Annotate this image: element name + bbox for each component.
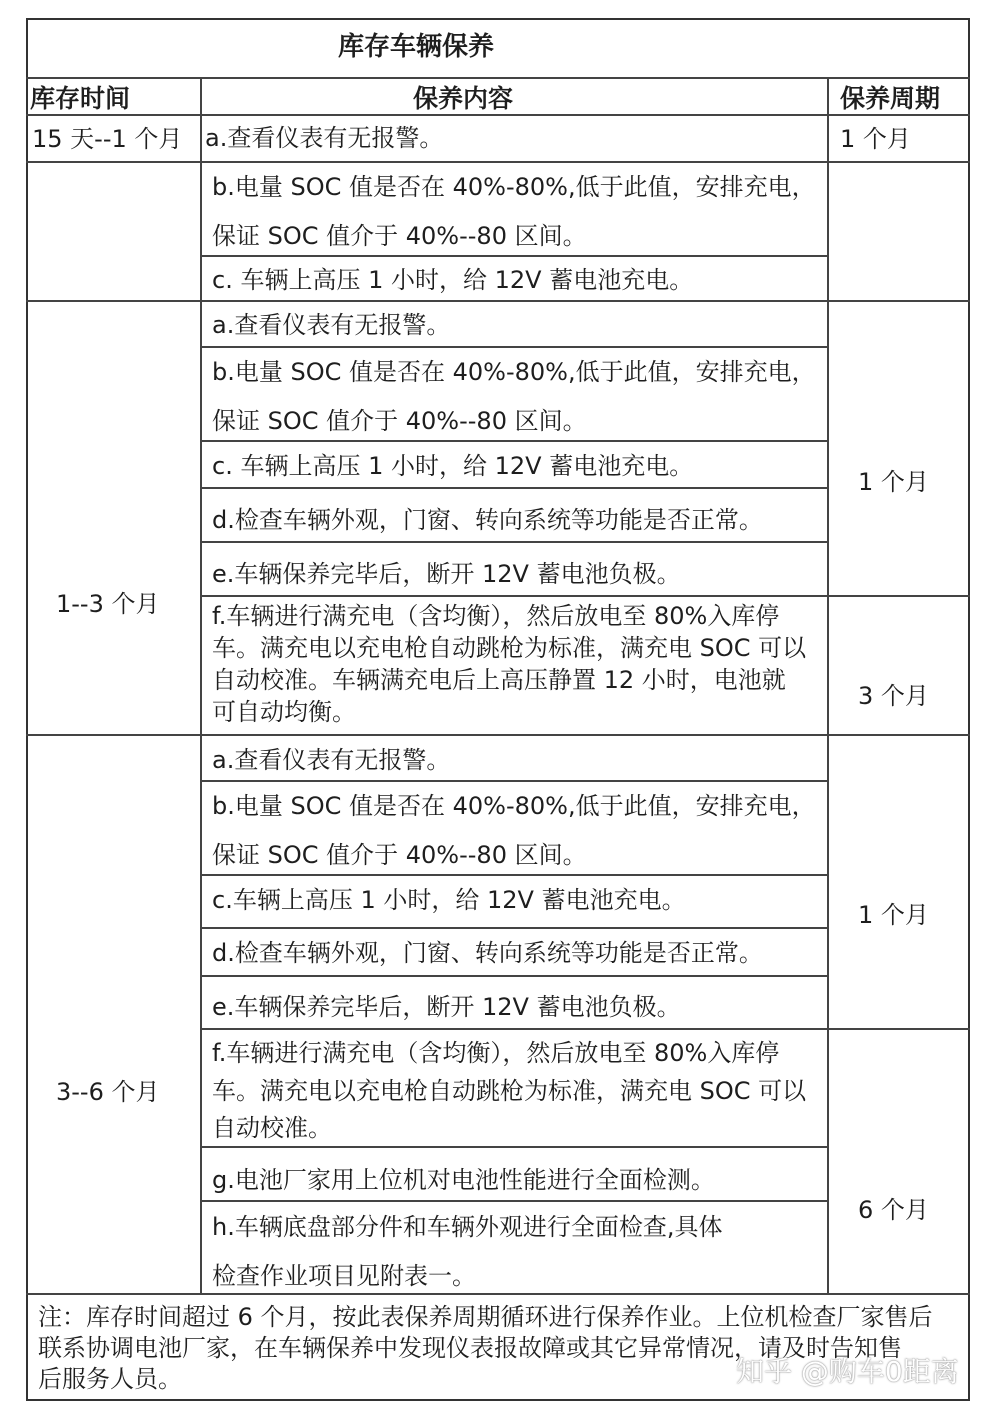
rule-col-2 bbox=[827, 77, 829, 1294]
content-line: h.车辆底盘部分件和车辆外观进行全面检查,具体 bbox=[212, 1213, 723, 1241]
cycle-cell: 1 个月 bbox=[840, 125, 911, 153]
content-line: a.查看仪表有无报警。 bbox=[205, 124, 444, 152]
content-line: 保证 SOC 值介于 40%--80 区间。 bbox=[212, 222, 587, 250]
rule-row bbox=[200, 780, 827, 782]
content-line: 自动校准。 bbox=[212, 1114, 332, 1142]
rule-row bbox=[200, 927, 827, 929]
content-line: 自动校准。车辆满充电后上高压静置 12 小时，电池就 bbox=[212, 666, 786, 694]
content-line: c.车辆上高压 1 小时，给 12V 蓄电池充电。 bbox=[212, 886, 686, 914]
header-time: 库存时间 bbox=[30, 84, 131, 113]
content-line: c. 车辆上高压 1 小时，给 12V 蓄电池充电。 bbox=[212, 266, 694, 294]
rule-row bbox=[26, 161, 200, 163]
content-line: c. 车辆上高压 1 小时，给 12V 蓄电池充电。 bbox=[212, 452, 694, 480]
content-line: d.检查车辆外观，门窗、转向系统等功能是否正常。 bbox=[212, 506, 763, 534]
rule-row bbox=[200, 975, 827, 977]
note-line: 联系协调电池厂家，在车辆保养中发现仪表报故障或其它异常情况，请及时告知售 bbox=[38, 1334, 902, 1362]
cycle-cell: 6 个月 bbox=[858, 1196, 929, 1224]
cycle-cell: 1 个月 bbox=[858, 901, 929, 929]
table-title: 库存车辆保养 bbox=[338, 32, 495, 62]
content-line: 可自动均衡。 bbox=[212, 698, 356, 726]
time-cell: 15 天--1 个月 bbox=[32, 125, 183, 153]
content-line: a.查看仪表有无报警。 bbox=[212, 311, 451, 339]
content-line: e.车辆保养完毕后，断开 12V 蓄电池负极。 bbox=[212, 993, 681, 1021]
time-cell: 1--3 个月 bbox=[56, 590, 160, 618]
header-cycle: 保养周期 bbox=[840, 84, 941, 113]
content-line: 检查作业项目见附表一。 bbox=[212, 1262, 476, 1290]
rule-row bbox=[200, 161, 970, 163]
content-line: e.车辆保养完毕后，断开 12V 蓄电池负极。 bbox=[212, 560, 681, 588]
cycle-cell: 3 个月 bbox=[858, 682, 929, 710]
content-line: 保证 SOC 值介于 40%--80 区间。 bbox=[212, 407, 587, 435]
rule-row bbox=[200, 440, 827, 442]
content-line: f.车辆进行满充电（含均衡），然后放电至 80%入库停 bbox=[212, 1039, 780, 1067]
note-line: 后服务人员。 bbox=[38, 1365, 182, 1393]
rule-row bbox=[200, 1200, 827, 1202]
content-line: a.查看仪表有无报警。 bbox=[212, 746, 451, 774]
rule-row bbox=[200, 541, 827, 543]
cycle-cell: 1 个月 bbox=[858, 468, 929, 496]
content-line: 保证 SOC 值介于 40%--80 区间。 bbox=[212, 841, 587, 869]
header-content: 保养内容 bbox=[413, 84, 514, 113]
rule-row bbox=[200, 255, 827, 257]
rule-row bbox=[200, 874, 827, 876]
watermark: 知乎 @购车0距离 bbox=[736, 1355, 959, 1388]
content-line: b.电量 SOC 值是否在 40%-80%,低于此值，安排充电， bbox=[212, 358, 816, 386]
content-line: b.电量 SOC 值是否在 40%-80%,低于此值，安排充电， bbox=[212, 792, 816, 820]
content-line: g.电池厂家用上位机对电池性能进行全面检测。 bbox=[212, 1166, 715, 1194]
rule-row bbox=[200, 487, 827, 489]
content-line: 车。满充电以充电枪自动跳枪为标准，满充电 SOC 可以 bbox=[212, 1077, 807, 1105]
content-line: 车。满充电以充电枪自动跳枪为标准，满充电 SOC 可以 bbox=[212, 634, 807, 662]
note-line: 注：库存时间超过 6 个月，按此表保养周期循环进行保养作业。上位机检查厂家售后 bbox=[38, 1303, 933, 1331]
content-line: f.车辆进行满充电（含均衡），然后放电至 80%入库停 bbox=[212, 602, 780, 630]
content-line: d.检查车辆外观，门窗、转向系统等功能是否正常。 bbox=[212, 939, 763, 967]
rule-col-1 bbox=[200, 77, 202, 1294]
rule-row bbox=[200, 595, 970, 597]
rule-row bbox=[200, 346, 827, 348]
time-cell: 3--6 个月 bbox=[56, 1078, 160, 1106]
content-line: b.电量 SOC 值是否在 40%-80%,低于此值，安排充电， bbox=[212, 173, 816, 201]
rule-row bbox=[200, 1146, 827, 1148]
rule-row bbox=[200, 1028, 970, 1030]
